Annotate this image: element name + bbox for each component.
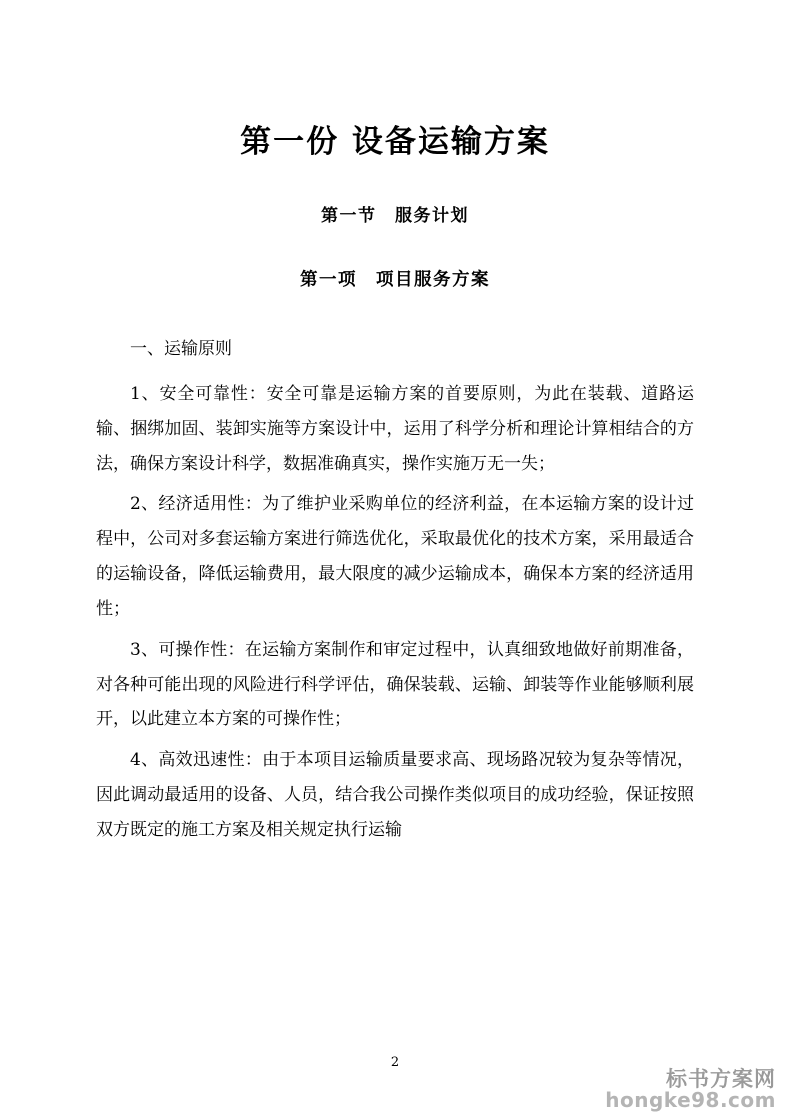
- paragraph-1: 1、安全可靠性：安全可靠是运输方案的首要原则，为此在装载、道路运输、捆绑加固、装卸实施等方案设计中，运用了科学分析和理论计算相结合的方法，确保方案设计科学，数据准确真实，操作实施万无一失；: [96, 383, 694, 474]
- section-heading: 第一节 服务计划: [321, 206, 469, 227]
- watermark: [605, 1068, 776, 1112]
- paragraph-4: 4、高效迅速性：由于本项目运输质量要求高、现场路况较为复杂等情况，因此调动最适用的设备、人员，结合我公司操作类似项目的成功经验，保证按照双方既定的施工方案及相关规定执行运输: [96, 750, 694, 840]
- list-heading: 一、运输原则: [130, 339, 232, 360]
- paragraph-2: 2、经济适用性：为了维护业采购单位的经济利益，在本运输方案的设计过程中，公司对多套运输方案进行筛选优化，采取最优化的技术方案，采用最适合的运输设备，降低运输费用，最大限度的减少运输成本，确保本方案的经济适用性；: [96, 494, 694, 619]
- page-title: 第一份 设备运输方案: [240, 124, 550, 160]
- watermark-url-text: hongke98.com: [605, 1088, 776, 1113]
- paragraph-3: 3、可操作性：在运输方案制作和审定过程中，认真细致地做好前期准备，对各种可能出现的风险进行科学评估，确保装载、运输、卸装等作业能够顺利展开，以此建立本方案的可操作性；: [96, 639, 694, 730]
- watermark-chinese-text: 标书方案网: [666, 1066, 776, 1091]
- body-content: [96, 292, 694, 848]
- page-number: 2: [390, 1055, 400, 1070]
- subsection-heading: 第一项 项目服务方案: [300, 270, 490, 291]
